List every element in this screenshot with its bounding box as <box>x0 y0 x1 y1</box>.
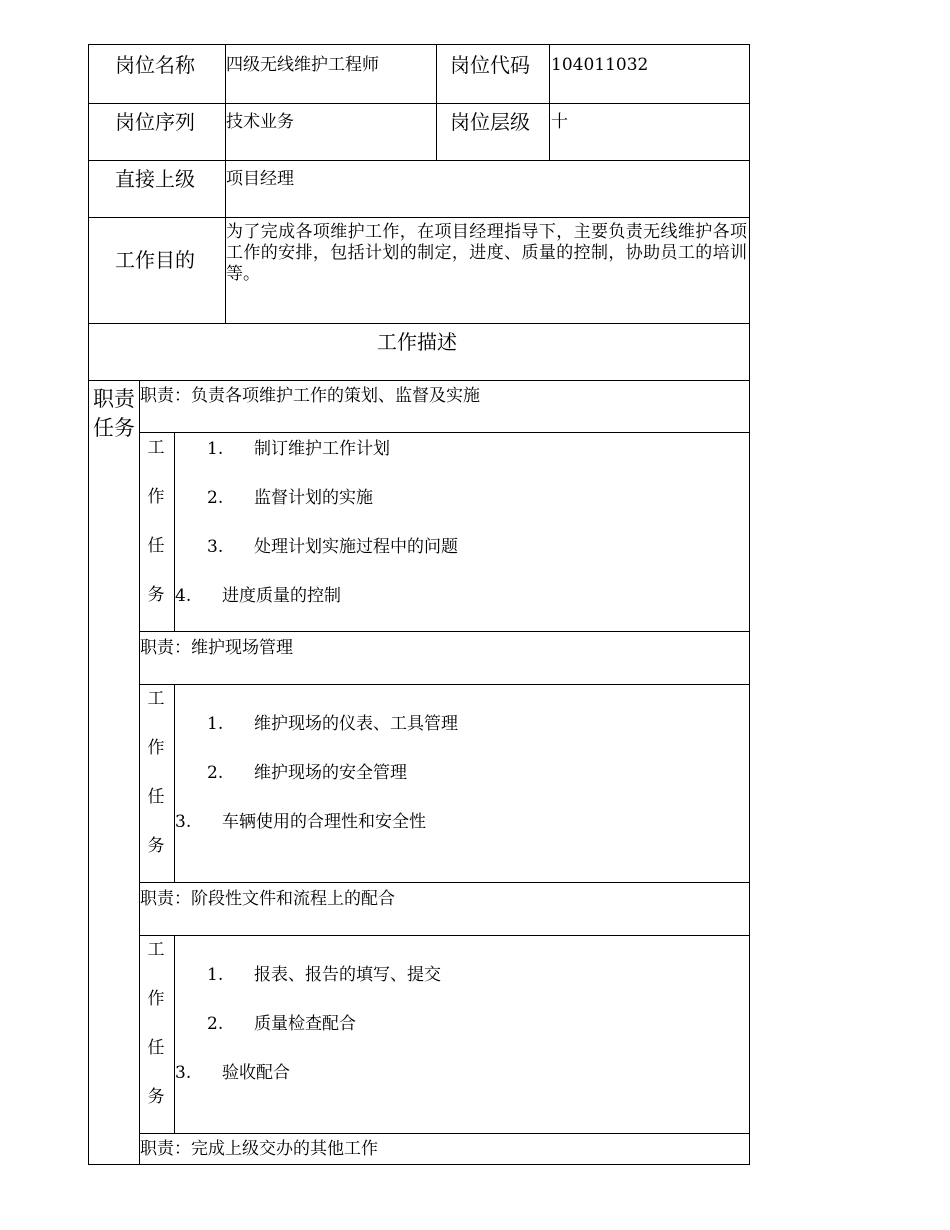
row-divider <box>139 935 750 936</box>
task-number: 3. <box>175 1063 192 1083</box>
task-text: 处理计划实施过程中的问题 <box>254 537 458 557</box>
post-name-value: 四级无线维护工程师 <box>226 55 379 75</box>
col-divider <box>549 44 550 161</box>
task-text: 车辆使用的合理性和安全性 <box>222 812 426 832</box>
col-divider <box>436 44 437 161</box>
task-number: 1. <box>207 714 224 734</box>
purpose-value: 为了完成各项维护工作，在项目经理指导下，主要负责无线维护各项工作的安排，包括计划的制定，进度、质量的控制，协助员工的培训等。 <box>226 222 747 284</box>
table-border-left <box>88 44 89 1165</box>
col-divider <box>174 935 175 1134</box>
duty-title: 职责：负责各项维护工作的策划、监督及实施 <box>140 386 480 406</box>
superior-value: 项目经理 <box>226 169 294 189</box>
sequence-value: 技术业务 <box>226 112 294 132</box>
duties-label-text: 职责任务 <box>93 387 135 440</box>
col-divider <box>174 684 175 883</box>
level-label: 岗位层级 <box>450 110 530 134</box>
row-divider <box>139 432 750 433</box>
duties-label <box>93 385 135 443</box>
row-divider <box>88 323 750 324</box>
task-number: 1. <box>207 439 224 459</box>
row-divider <box>139 631 750 632</box>
col-divider <box>139 380 140 1165</box>
task-text: 报表、报告的填写、提交 <box>254 965 441 985</box>
task-number: 2. <box>207 1014 224 1034</box>
row-divider <box>88 380 750 381</box>
duty-title: 职责：维护现场管理 <box>140 638 293 658</box>
table-border-right <box>749 44 750 1165</box>
post-name-label: 岗位名称 <box>115 53 195 77</box>
task-text: 维护现场的安全管理 <box>254 763 407 783</box>
task-text: 维护现场的仪表、工具管理 <box>254 714 458 734</box>
duty-title: 职责：阶段性文件和流程上的配合 <box>140 889 395 909</box>
task-number: 4. <box>175 586 192 606</box>
task-number: 1. <box>207 965 224 985</box>
task-text: 验收配合 <box>222 1063 290 1083</box>
row-divider <box>139 684 750 685</box>
level-value: 十 <box>551 112 568 132</box>
row-divider <box>139 1133 750 1134</box>
post-code-value: 104011032 <box>551 55 649 75</box>
task-text: 进度质量的控制 <box>222 586 341 606</box>
row-divider <box>88 217 750 218</box>
task-text: 质量检查配合 <box>254 1014 356 1034</box>
description-title: 工作描述 <box>377 330 457 354</box>
task-text: 制订维护工作计划 <box>254 439 390 459</box>
purpose-label: 工作目的 <box>115 248 195 272</box>
task-number: 3. <box>207 537 224 557</box>
task-text: 监督计划的实施 <box>254 488 373 508</box>
table-border-bottom <box>88 1164 750 1165</box>
task-number: 2. <box>207 488 224 508</box>
task-number: 3. <box>175 812 192 832</box>
tasks-label: 工 作 任 务 <box>147 940 165 1107</box>
table-border-top <box>88 44 750 45</box>
sequence-label: 岗位序列 <box>115 110 195 134</box>
row-divider <box>88 160 750 161</box>
tasks-label: 工 作 任 务 <box>147 438 165 605</box>
duty-title: 职责：完成上级交办的其他工作 <box>140 1139 378 1159</box>
row-divider <box>88 103 750 104</box>
tasks-label: 工 作 任 务 <box>147 689 165 856</box>
post-code-label: 岗位代码 <box>450 53 530 77</box>
row-divider <box>139 882 750 883</box>
superior-label: 直接上级 <box>115 167 195 191</box>
task-number: 2. <box>207 763 224 783</box>
